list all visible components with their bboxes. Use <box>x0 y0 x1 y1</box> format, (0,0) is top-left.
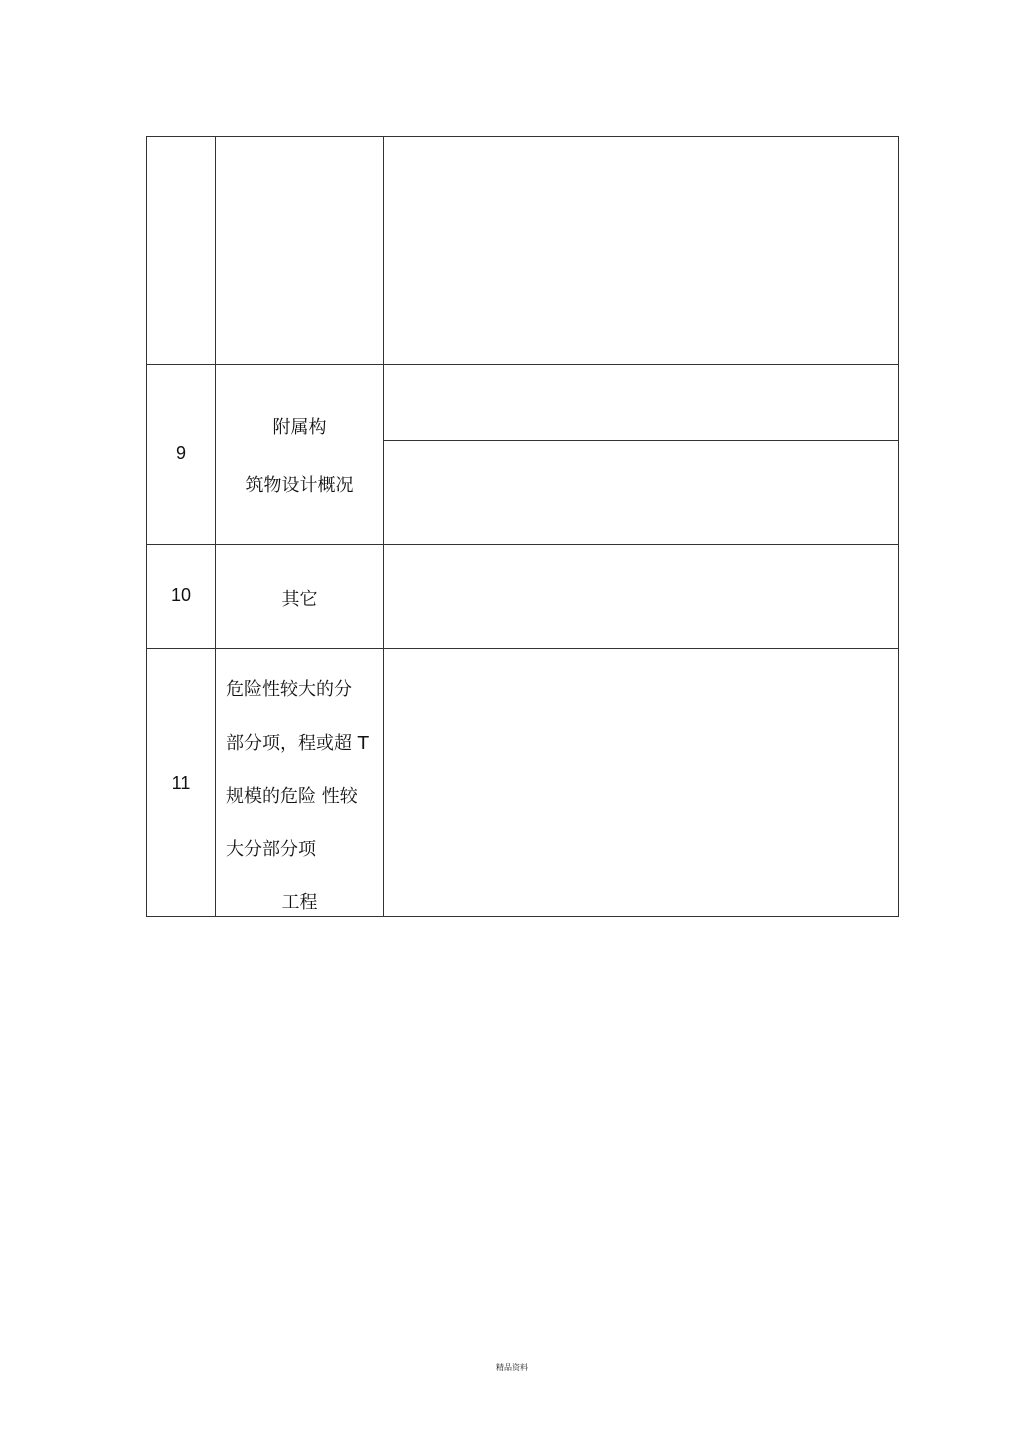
row-number: 11 <box>171 773 191 793</box>
project-overview-table <box>146 136 899 917</box>
row-name-cell <box>216 365 384 544</box>
row-name-cell <box>216 649 384 916</box>
table-row <box>147 137 898 365</box>
row-name-line: 大分部分项 <box>226 839 316 860</box>
row-value-cell <box>384 137 898 364</box>
row-number: 10 <box>170 585 192 605</box>
row-number-cell <box>147 137 216 364</box>
row-name-line: 危险性较大的分 <box>226 679 352 700</box>
row-name-line: 附属构 <box>272 417 327 438</box>
row-number-cell <box>147 365 216 544</box>
row-name-line: 规模的危险 性较 <box>226 786 358 807</box>
row-name-line: 其它 <box>281 589 318 610</box>
row-name-cell <box>216 137 384 364</box>
row-name-cell <box>216 545 384 648</box>
row-number: 9 <box>175 443 186 463</box>
table-row <box>147 649 898 916</box>
row-name-line: 筑物设计概况 <box>245 475 354 496</box>
row-value-cell <box>384 545 898 648</box>
row-number-cell <box>147 649 216 916</box>
footer-watermark-text: 精品资料 <box>496 1363 528 1372</box>
row-name-line: 工程 <box>281 892 318 913</box>
row-name-line: 部分项，程或超 T <box>226 733 369 754</box>
row-value-cell <box>384 365 898 544</box>
table-row <box>147 365 898 545</box>
cell-divider <box>384 440 898 441</box>
row-number-cell <box>147 545 216 648</box>
table-row <box>147 545 898 649</box>
row-value-cell <box>384 649 898 916</box>
